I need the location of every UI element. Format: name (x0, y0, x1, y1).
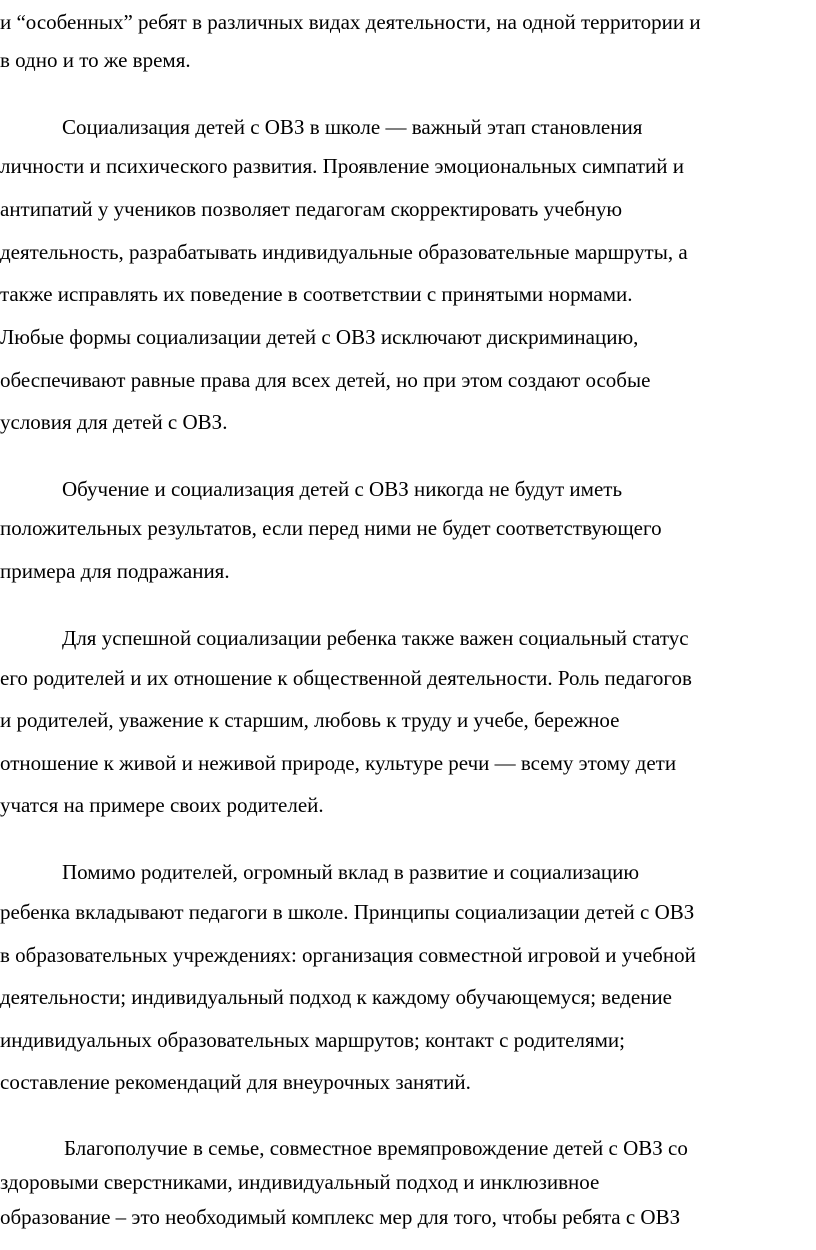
text-line: Для успешной социализации ребенка также важен социальный статус (62, 626, 689, 650)
text-line: антипатий у учеников позволяет педагогам скорректировать учебную (0, 197, 623, 221)
text-line: Помимо родителей, огромный вклад в развитие и социализацию (62, 860, 640, 884)
text-line: и “особенных” ребят в различных видах деятельности, на одной территории и (0, 10, 701, 34)
text-line: отношение к живой и неживой природе, культуре речи — всему этому дети (0, 751, 677, 775)
text-line: также исправлять их поведение в соответствии с принятыми нормами. (0, 282, 633, 306)
text-line: деятельности; индивидуальный подход к каждому обучающемуся; ведение (0, 985, 672, 1009)
text-line: составление рекомендаций для внеурочных занятий. (0, 1070, 471, 1094)
text-line: условия для детей с ОВЗ. (0, 410, 228, 434)
text-line: примера для подражания. (0, 559, 230, 583)
text-line: и родителей, уважение к старшим, любовь к труду и учебе, бережное (0, 708, 620, 732)
text-line: его родителей и их отношение к общественной деятельности. Роль педагогов (0, 666, 692, 690)
text-line: деятельность, разрабатывать индивидуальные образовательные маршруты, а (0, 240, 688, 264)
text-line: здоровыми сверстниками, индивидуальный подход и инклюзивное (0, 1170, 600, 1194)
text-line: личности и психического развития. Проявление эмоциональных симпатий и (0, 154, 685, 178)
text-line: индивидуальных образовательных маршрутов; контакт с родителями; (0, 1028, 625, 1052)
text-line: в образовательных учреждениях: организация совместной игровой и учебной (0, 943, 696, 967)
text-line: Социализация детей с ОВЗ в школе — важный этап становления (62, 115, 643, 139)
text-line: Обучение и социализация детей с ОВЗ никогда не будут иметь (62, 477, 623, 501)
text-line: учатся на примере своих родителей. (0, 793, 324, 817)
text-line: положительных результатов, если перед ними не будет соответствующего (0, 516, 662, 540)
text-line: Любые формы социализации детей с ОВЗ исключают дискриминацию, (0, 325, 639, 349)
text-line: образование – это необходимый комплекс мер для того, чтобы ребята с ОВЗ (0, 1205, 681, 1229)
text-line: обеспечивают равные права для всех детей, но при этом создают особые (0, 368, 651, 392)
text-line: Благополучие в семье, совместное времяпровождение детей с ОВЗ со (64, 1136, 688, 1160)
text-line: ребенка вкладывают педагоги в школе. Принципы социализации детей с ОВЗ (0, 900, 695, 924)
text-line: в одно и то же время. (0, 48, 191, 72)
